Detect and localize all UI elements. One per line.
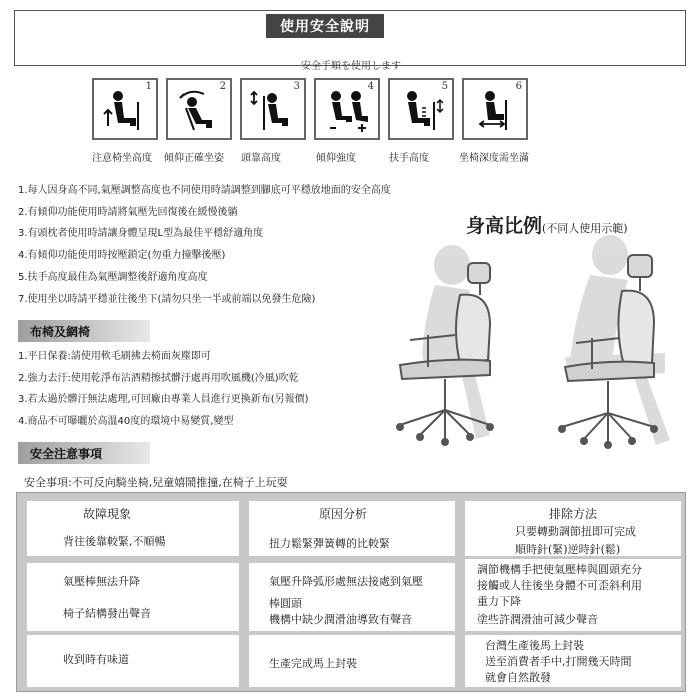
care-item: 2.強力去汙:使用乾淨布沾酒精擦拭髒汙處再用吹風機(冷風)吹乾 [18,372,299,384]
care-item: 4.商品不可曝曬於高溫40度的環境中易變質,變型 [18,415,234,427]
row1-fix-line: 只要轉動調節扭即可完成 [515,525,636,538]
height-ratio-heading: 身高比例 [466,215,543,237]
table-cell [465,559,681,631]
row2-cause-line: 氣壓升降弧形處無法接處到氣壓 [269,575,423,588]
table-cell [465,635,681,687]
armrest-height-icon: 5 [388,78,454,140]
row3-fix-line: 就會自然散發 [485,671,551,684]
icon-label-1: 注意椅坐高度 [92,153,152,164]
row3-cause: 生產完成馬上封裝 [269,657,357,670]
row2-cause-line: 棒圓頭 [269,597,302,610]
rule-item: 3.有頭枕者使用時請讓身體呈現L型為最佳平穩舒適角度 [18,228,264,240]
safety-heading: 安全注意事項 [18,442,150,464]
row2-symptom: 氣壓棒無法升降 [63,575,140,588]
row1-fix-line: 順時針(緊)逆時針(鬆) [515,543,621,556]
table-cell [27,635,239,687]
header-fix: 排除方法 [549,507,598,521]
row3-symptom: 收到時有味道 [63,653,129,666]
header-symptom: 故障現象 [83,507,132,521]
icon-label-6: 坐椅深度需坐滿 [459,153,529,164]
care-item: 3.若太過於髒汙無法處理,可回廠由專業人員進行更換新布(另報價) [18,394,309,405]
height-ratio-note: (不同人使用示範) [542,222,628,235]
header-subtitle: 安全手順を使用します [301,61,401,72]
rule-item: 5.扶手高度最佳為氣壓調整後舒適角度高度 [18,271,208,283]
troubleshoot-table [16,492,686,692]
row2-fix-line: 接觸或人往後坐身體不可歪斜利用 [477,579,642,592]
table-cell [249,635,455,687]
table-cell [249,563,455,631]
table-cell [465,501,681,556]
table-cell [27,501,239,556]
row2-cause-line: 機構中缺少潤滑油導致有聲音 [269,613,412,626]
row2-symptom: 椅子結構發出聲音 [63,607,151,620]
adjust-icon-row [92,78,532,142]
care-heading: 布椅及網椅 [18,320,150,342]
icon-label-2: 傾仰正確坐姿 [164,153,224,164]
icon-label-4: 傾仰強度 [316,153,356,164]
row2-fix-line: 塗些許潤滑油可減少聲音 [477,613,598,626]
rule-item: 7.使用坐以時請平穩並往後坐下(請勿只坐一半或前端以免發生危險) [18,293,316,305]
rule-item: 1.每人因身高不同,氣壓調整高度也不同使用時請調整到腳底可平穩放地面的安全高度 [18,185,391,196]
table-cell [27,563,239,631]
row3-fix-line: 台灣生產後馬上封裝 [485,639,584,652]
height-ratio-title [466,211,628,238]
tilt-tension-icon: 4 [314,78,380,140]
rule-item: 4.有傾仰功能使用時按壓鎖定(勿重力撞擊後壓) [18,250,226,262]
row2-fix-line: 調節機構手把使氣壓棒與圓頭充分 [477,563,642,576]
care-item: 1.平日保養:請使用軟毛刷拂去椅面灰塵即可 [18,351,211,362]
safety-text: 安全事項:不可反向騎坐椅,兒童嬉鬧推撞,在椅子上玩耍 [24,476,288,489]
page-title: 使用安全說明 [266,14,384,38]
row1-symptom: 背往後靠較緊,不順暢 [63,535,166,548]
row2-fix-line: 重力下降 [477,595,521,608]
recline-posture-icon: 2 [166,78,232,140]
icon-label-3: 頭靠高度 [241,153,281,164]
header-cause: 原因分析 [319,507,368,521]
care-list [18,346,458,432]
headrest-height-icon: 3 [240,78,306,140]
rule-item: 2.有傾仰功能使用時請將氣壓先回復後在緩慢後躺 [18,206,238,218]
table-cell [249,501,455,556]
icon-label-5: 扶手高度 [389,153,429,164]
row1-cause: 扭力鬆緊彈簧轉的比較緊 [269,537,390,550]
seat-height-icon: 1 [92,78,158,140]
seat-depth-icon: 6 [462,78,528,140]
row3-fix-line: 送至消費者手中,打開幾天時間 [485,655,632,668]
